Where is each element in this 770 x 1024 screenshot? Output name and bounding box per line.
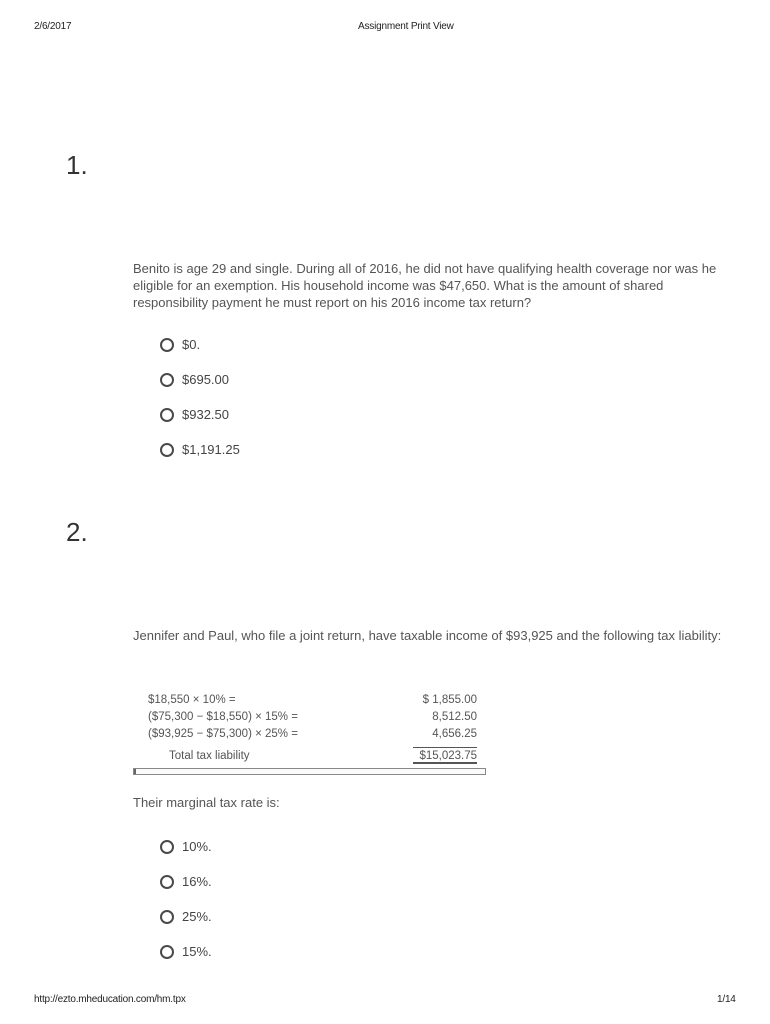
- calc-total-label: Total tax liability: [169, 750, 250, 762]
- radio-button-icon[interactable]: [160, 338, 174, 352]
- radio-button-icon[interactable]: [160, 945, 174, 959]
- question-number: 2.: [66, 517, 88, 547]
- answer-option[interactable]: [160, 934, 212, 969]
- answer-option-label: 16%.: [182, 874, 212, 889]
- calc-row-label: $18,550 × 10% =: [148, 694, 236, 706]
- answer-option[interactable]: [160, 432, 240, 467]
- calc-row-value: 4,656.25: [432, 728, 477, 740]
- answer-option-label: 10%.: [182, 839, 212, 854]
- answer-option-label: $0.: [182, 337, 201, 352]
- answer-option-label: $932.50: [182, 407, 229, 422]
- tax-calculation-table: [133, 690, 486, 778]
- answer-option-label: 25%.: [182, 909, 212, 924]
- calc-row-label: ($93,925 − $75,300) × 25% =: [148, 728, 298, 740]
- answer-option[interactable]: [160, 899, 212, 934]
- calc-total-value: $15,023.75: [413, 747, 477, 764]
- footer-url: http://ezto.mheducation.com/hm.tpx: [34, 994, 186, 1005]
- answer-option[interactable]: [160, 864, 212, 899]
- radio-button-icon[interactable]: [160, 840, 174, 854]
- radio-button-icon[interactable]: [160, 443, 174, 457]
- answer-option[interactable]: [160, 829, 212, 864]
- scrollbar-thumb[interactable]: [134, 769, 136, 774]
- answer-option[interactable]: [160, 397, 240, 432]
- answer-options: [160, 327, 240, 467]
- calc-row-label: ($75,300 − $18,550) × 15% =: [148, 711, 298, 723]
- calc-row-value: 8,512.50: [432, 711, 477, 723]
- radio-button-icon[interactable]: [160, 875, 174, 889]
- answer-option-label: 15%.: [182, 944, 212, 959]
- question-prompt: Their marginal tax rate is:: [133, 795, 280, 810]
- radio-button-icon[interactable]: [160, 373, 174, 387]
- print-date: 2/6/2017: [34, 21, 72, 32]
- question-text: Benito is age 29 and single. During all of 2016, he did not have qualifying health coverage nor was he eligible for an exemption. His household income was $47,650. What is the amount of shared responsibility payment he must report on his 2016 income tax return?: [133, 261, 717, 310]
- answer-option[interactable]: [160, 362, 240, 397]
- page-header-title: Assignment Print View: [358, 21, 454, 32]
- answer-option[interactable]: [160, 327, 240, 362]
- answer-option-label: $1,191.25: [182, 442, 240, 457]
- calc-row-value: $ 1,855.00: [422, 694, 477, 706]
- question-text: Jennifer and Paul, who file a joint return, have taxable income of $93,925 and the following tax liability:: [133, 628, 722, 643]
- question-number: 1.: [66, 150, 88, 180]
- answer-options: [160, 829, 212, 969]
- page-number: 1/14: [717, 994, 736, 1005]
- horizontal-scrollbar[interactable]: [133, 768, 486, 775]
- radio-button-icon[interactable]: [160, 408, 174, 422]
- radio-button-icon[interactable]: [160, 910, 174, 924]
- answer-option-label: $695.00: [182, 372, 229, 387]
